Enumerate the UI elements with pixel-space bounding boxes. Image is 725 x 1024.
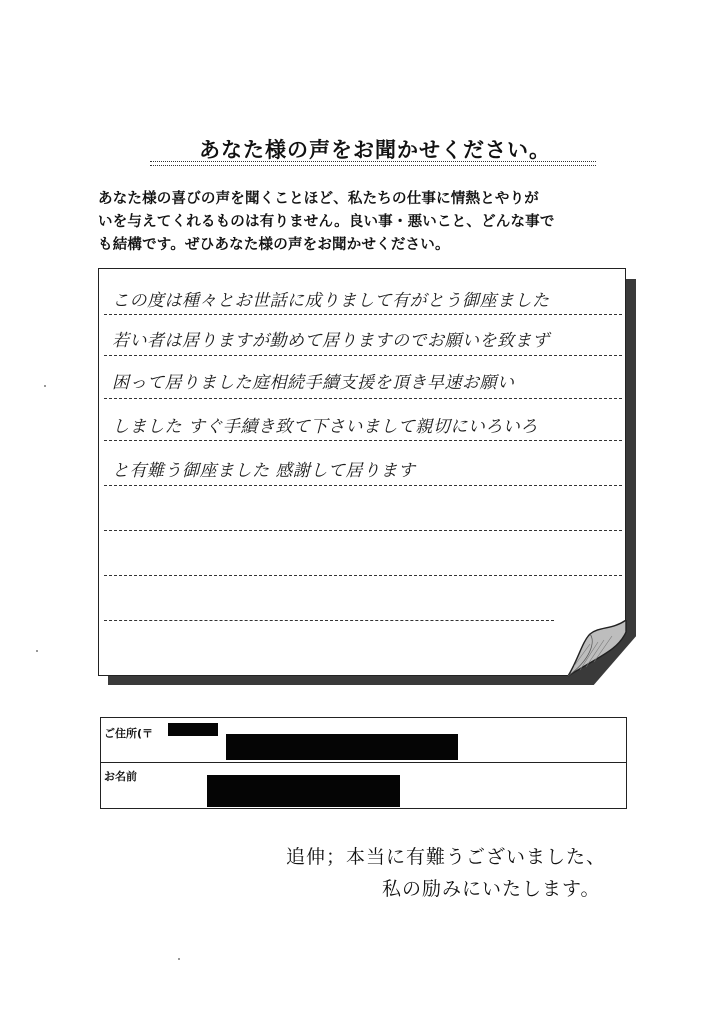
handwritten-line: 困って居りました庭相続手續支援を頂き早速お願い [112, 373, 515, 393]
ruled-line [104, 620, 554, 621]
handwritten-line: この度は種々とお世話に成りまして有がとう御座ました [112, 291, 550, 311]
intro-line: あなた様の喜びの声を聞くことほど、私たちの仕事に情熱とやりが [98, 191, 539, 207]
handwritten-line: しました すぐ手續き致て下さいまして親切にいろいろ [112, 417, 538, 437]
scan-speck [178, 958, 180, 960]
postscript-line: 私の励みにいたします。 [382, 878, 601, 900]
redacted-name [207, 775, 400, 807]
scan-speck [36, 650, 38, 652]
ruled-line [104, 530, 622, 531]
redacted-address [226, 734, 458, 760]
ruled-line [104, 440, 622, 441]
intro-line: いを与えてくれるものは有りません。良い事・悪いこと、どんな事で [98, 214, 555, 230]
page-title: あなた様の声をお聞かせください。 [199, 138, 551, 162]
handwritten-line: 若い者は居りますが勤めて居りますのでお願いを致まず [112, 331, 550, 351]
ruled-line [104, 355, 622, 356]
ruled-line [104, 575, 622, 576]
address-label: ご住所(〒 [104, 727, 154, 740]
name-label: お名前 [104, 770, 137, 783]
page-curl-icon [560, 620, 630, 680]
scan-speck [44, 385, 46, 387]
ruled-line [104, 485, 622, 486]
handwritten-line: と有難う御座ました 感謝して居ります [112, 461, 416, 481]
info-divider [100, 762, 627, 763]
ruled-line [104, 398, 622, 399]
intro-line: も結構です。ぜひあなた様の声をお聞かせください。 [98, 237, 450, 253]
redacted-postal-code [168, 723, 218, 736]
ruled-line [104, 314, 622, 315]
intro-text [98, 188, 643, 257]
title-underline [150, 161, 596, 166]
postscript-line: 追伸；本当に有難うございました、 [286, 846, 607, 868]
